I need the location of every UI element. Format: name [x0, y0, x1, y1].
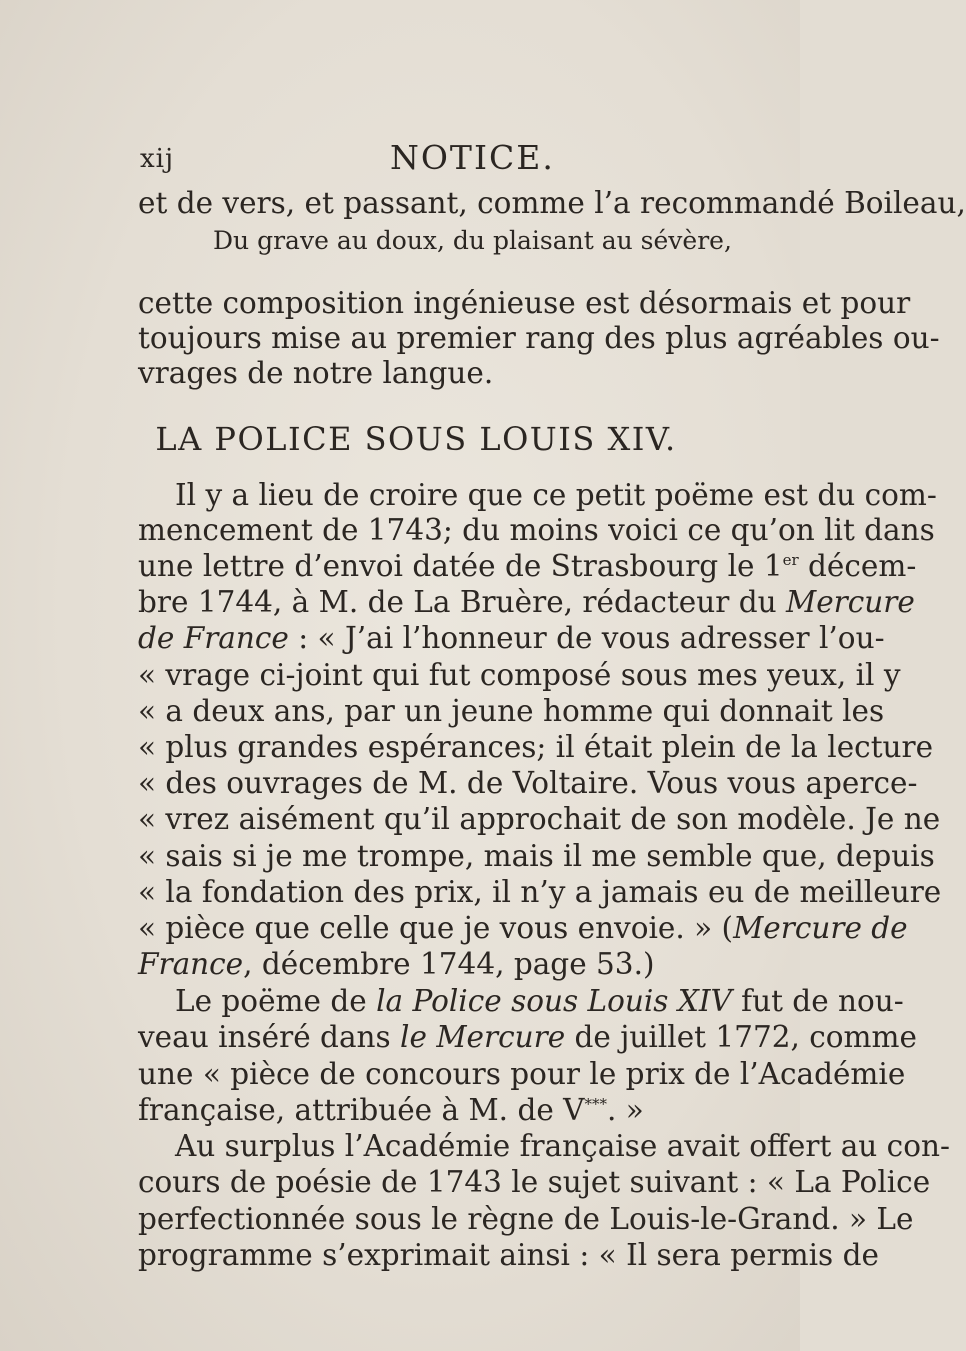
text-span: une lettre d’envoi datée de Strasbourg le 1	[138, 549, 783, 583]
paragraph-line: « la fondation des prix, il n’y a jamais eu de meilleure	[138, 875, 942, 909]
page-header	[140, 138, 700, 184]
paragraph-line: « vrez aisément qu’il approchait de son modèle. Je ne	[138, 802, 941, 836]
paragraph-line: « des ouvrages de M. de Voltaire. Vous vous aperce-	[138, 766, 918, 800]
paragraph-line	[138, 582, 915, 622]
paragraph-line: Au surplus l’Académie française avait offert au con-	[175, 1129, 950, 1163]
paragraph-line: « a deux ans, par un jeune homme qui donnait les	[138, 694, 885, 728]
page-number: xij	[140, 144, 175, 174]
text-span: Le poëme de	[175, 984, 377, 1018]
paragraph-line	[138, 1017, 917, 1057]
italic-title: de France	[138, 621, 289, 655]
paragraph-line	[138, 944, 694, 984]
text-span: de juillet 1772, comme	[565, 1020, 917, 1054]
text-span: « pièce que celle que je vous envoie. » (	[138, 911, 734, 945]
superscript: ***	[584, 1095, 607, 1114]
text-span: : « J’ai l’honneur de vous adresser l’ou-	[288, 621, 885, 655]
paragraph-line: « vrage ci-joint qui fut composé sous mes yeux, il y	[138, 658, 901, 692]
italic-title: Mercure	[786, 585, 915, 619]
running-title: NOTICE.	[390, 138, 555, 177]
text-span: fut de nou-	[731, 984, 904, 1018]
paragraph-line	[138, 1090, 694, 1130]
paragraph-line: une « pièce de concours pour le prix de l’Académie	[138, 1057, 906, 1091]
italic-title: Mercure de	[733, 911, 908, 945]
section-heading: LA POLICE SOUS LOUIS XIV.	[155, 420, 677, 458]
text-span: décem-	[798, 549, 917, 583]
text-line: toujours mise au premier rang des plus agréables ou-	[138, 321, 940, 355]
text-line: cette composition ingénieuse est désormais et pour	[138, 286, 911, 320]
text-span: française, attribuée à M. de V	[138, 1093, 585, 1127]
italic-title: le Mercure	[400, 1020, 566, 1054]
paragraph-line	[138, 546, 917, 586]
paragraph-line	[138, 618, 885, 658]
paragraph-line: mencement de 1743; du moins voici ce qu’on lit dans	[138, 513, 935, 547]
text-line: et de vers, et passant, comme l’a recommandé Boileau,	[138, 186, 966, 220]
superscript: er	[782, 551, 799, 570]
paragraph-line	[175, 981, 904, 1021]
text-span: veau inséré dans	[138, 1020, 401, 1054]
paragraph-line: cours de poésie de 1743 le sujet suivant : « La Police	[138, 1165, 931, 1199]
text-span: . »	[606, 1093, 644, 1127]
text-span: , décembre 1744, page 53.)	[243, 947, 655, 981]
italic-title: France	[138, 947, 244, 981]
paragraph-line	[138, 908, 908, 948]
paragraph-line: Il y a lieu de croire que ce petit poëme est du com-	[175, 478, 937, 512]
verse-quote: Du grave au doux, du plaisant au sévère,	[213, 226, 732, 255]
paragraph-line: programme s’exprimait ainsi : « Il sera permis de	[138, 1238, 879, 1272]
paragraph-line: « sais si je me trompe, mais il me semble que, depuis	[138, 839, 935, 873]
text-line: vrages de notre langue.	[138, 356, 494, 390]
text-span: bre 1744, à M. de La Bruère, rédacteur du	[138, 585, 787, 619]
paragraph-line: « plus grandes espérances; il était plein de la lecture	[138, 730, 934, 764]
paragraph-line: perfectionnée sous le règne de Louis-le-Grand. » Le	[138, 1202, 914, 1236]
italic-title: la Police sous Louis XIV	[376, 984, 732, 1018]
